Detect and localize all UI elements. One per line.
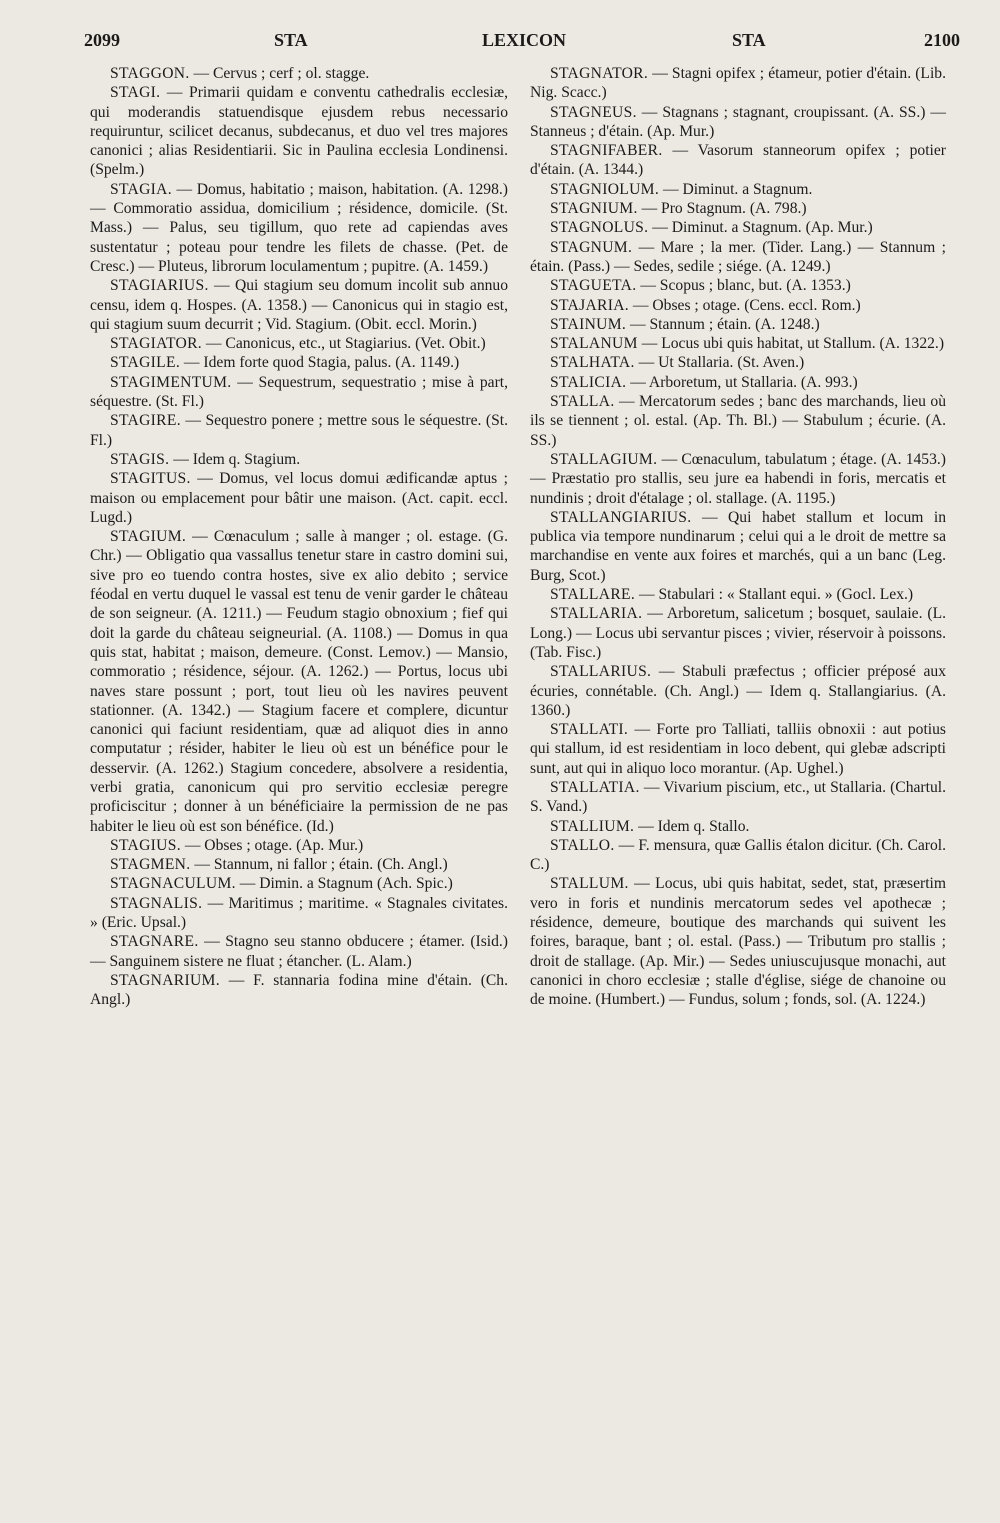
entry-headword: STAGIRE. <box>110 412 181 430</box>
dictionary-entry <box>90 180 508 276</box>
entry-headword: STAGIMENTUM. <box>110 373 232 391</box>
entry-headword: STAGNACULUM. <box>110 875 236 893</box>
entry-definition: — Stagnans ; stagnant, croupissant. (A. SS.) — Stanneus ; d'étain. (Ap. Mur.) <box>530 103 946 140</box>
entry-definition: — Cœnaculum, tabulatum ; étage. (A. 1453.) — Præstatio pro stallis, seu jure ea habendi in foris, mercatis et nundinis ; droit d'étalage ; ol. stallage. (A. 1195.) <box>530 450 946 507</box>
dictionary-entry <box>90 83 508 179</box>
entry-definition: — Mercatorum sedes ; banc des marchands, lieu où ils se tiennent ; ol. estal. (Ap. Th. Bl.) — Stabulum ; écurie. (A. SS.) <box>530 393 946 449</box>
entry-definition: — Domus, habitatio ; maison, habitation. (A. 1298.) — Commoratio assidua, domicilium ; résidence, domicile. (St. Mass.) — Palus, seu tigillum, quo rete ad capiendas aves sustentatur ; poteau pour tendre les filets de chasse. (Pet. de Cresc.) — Pluteus, librorum loculamentum ; pupitre. (A. 1459.) <box>90 180 508 275</box>
dictionary-entry <box>90 450 508 469</box>
dictionary-entry <box>530 103 946 142</box>
entry-definition: — Locus, ubi quis habitat, sedet, stat, præsertim vero in foris et nundinis mercatorum sedes vel apothecæ ; résidence, demeure, boutique des marchands qui suivent les foires, baraque, bant ; ol. estal. (Pass.) — Tributum pro stallis ; droit de stallage. (Ap. Mir.) — Sedes uniuscujusque monachi, aut canonici in choro ecclesiæ ; stalle d'église, siége de chanoine ou de moine. (Humbert.) — Fundus, solum ; fonds, sol. (A. 1224.) <box>530 875 946 1009</box>
dictionary-entry <box>90 894 508 933</box>
dictionary-entry <box>530 604 946 662</box>
right-section-label: STA <box>732 30 766 50</box>
entry-headword: STAGITUS. <box>110 470 191 488</box>
entry-headword: STALLUM. <box>550 875 629 893</box>
entry-headword: STAGNIFABER. <box>550 142 663 160</box>
entry-definition: — Canonicus, etc., ut Stagiarius. (Vet. Obit.) <box>205 335 486 353</box>
entry-headword: STAGIUS. <box>110 836 181 854</box>
entry-definition: — Ut Stallaria. (St. Aven.) <box>638 354 805 372</box>
entry-headword: STAGIATOR. <box>110 335 203 353</box>
dictionary-entry <box>90 469 508 527</box>
lexicon-title: LEXICON <box>482 30 567 50</box>
running-header <box>84 30 960 56</box>
entry-headword: STALLARIUS. <box>550 663 652 681</box>
entry-headword: STALLIUM. <box>550 817 635 835</box>
entry-definition: — Mare ; la mer. (Tider. Lang.) — Stannum ; étain. (Pass.) — Sedes, sedile ; siége. (A. 1249.) <box>530 238 946 275</box>
dictionary-entry <box>90 64 508 83</box>
entry-definition: — Locus ubi quis habitat, ut Stallum. (A. 1322.) <box>641 335 945 353</box>
entry-definition: — Sequestro ponere ; mettre sous le séquestre. (St. Fl.) <box>90 412 508 449</box>
entry-headword: STAINUM. <box>550 315 627 333</box>
entry-headword: STALLANGIARIUS. <box>550 508 692 526</box>
left-page-number: 2099 <box>84 30 120 50</box>
entry-headword: STAGGON. <box>110 65 190 82</box>
entry-headword: STALLARIA. <box>550 605 643 623</box>
dictionary-entry <box>530 392 946 450</box>
right-page-number: 2100 <box>924 30 960 50</box>
entry-headword: STAGIARIUS. <box>110 277 209 295</box>
dictionary-entry <box>530 373 946 392</box>
entry-headword: STAGUETA. <box>550 277 637 295</box>
entry-definition: — Arboretum, salicetum ; bosquet, saulaie. (L. Long.) — Locus ubi servantur pisces ; vivier, réservoir à poissons. (Tab. Fisc.) <box>530 605 947 661</box>
entry-headword: STAGMEN. <box>110 856 191 874</box>
entry-definition: — Idem forte quod Stagia, palus. (A. 1149.) <box>183 354 460 372</box>
dictionary-entry <box>530 836 946 875</box>
entry-definition: — Forte pro Talliati, talliis obnoxii : aut potius qui stallum, id est residentiam in loco debent, qui glebæ adscripti sunt, aut qui in aliquo loco morantur. (Ap. Ughel.) <box>530 721 946 777</box>
entry-definition: — Arboretum, ut Stallaria. (A. 993.) <box>630 373 858 391</box>
entry-definition: — Obses ; otage. (Ap. Mur.) <box>184 836 364 854</box>
entry-definition: — Stabulari : « Stallant equi. » (Gocl. Lex.) <box>638 586 914 604</box>
dictionary-entry <box>90 855 508 874</box>
entry-headword: STAGIUM. <box>110 528 187 546</box>
entry-headword: STALLATIA. <box>550 778 640 796</box>
dictionary-entry <box>530 720 946 778</box>
entry-definition: — Cœnaculum ; salle à manger ; ol. estage. (G. Chr.) — Obligatio qua vassallus tenetur stare in castro domini sui, sive pro eo tuendo contra hostes, sive ex alio debito ; service féodal en vertu duquel le vassal est tenu de venir garder le château de son seigneur. (A. 1211.) — Feudum stagio obnoxium ; fief qui doit la garde du château seigneurial. (A. 1108.) — Domus in qua quis stat, habitat ; maison, demeure. (Const. Lemov.) — Mansio, commoratio ; résidence, séjour. (A. 1262.) — Portus, locus ubi naves stare possunt ; port, tout lieu où les navires peuvent stationner. (A. 1342.) — Stagium facere et complere, dicuntur canonici qui faciunt residentiam, quæ ad aliquot dies in anno computatur ; résider, habiter le lieu où est un bénéfice pour le desservir. (A. 1262.) Stagium concedere, absolvere a residentia, verbi gratia, canonicum qui pro servitio ecclesiæ peregre proficiscitur ; donner à un bénéficiaire la permission de ne pas habiter le lieu où est son bénéfice. (Id.) <box>90 528 508 835</box>
entry-headword: STAGNARE. <box>110 933 199 951</box>
entry-definition: — Vivarium piscium, etc., ut Stallaria. (Chartul. S. Vand.) <box>530 778 946 816</box>
entry-headword: STAJARIA. <box>550 296 629 314</box>
entry-headword: STALLO. <box>550 836 615 854</box>
dictionary-entry <box>530 180 946 199</box>
dictionary-entry <box>530 817 946 836</box>
entry-definition: — Dimin. a Stagnum (Ach. Spic.) <box>239 875 453 893</box>
dictionary-entry <box>90 836 508 855</box>
entry-headword: STAGNIUM. <box>550 200 638 218</box>
entry-headword: STAGILE. <box>110 354 181 372</box>
entry-definition: — Diminut. a Stagnum. <box>662 180 813 198</box>
entry-definition: — Stannum ; étain. (A. 1248.) <box>630 315 820 333</box>
entry-definition: — Sequestrum, sequestratio ; mise à part, séquestre. (St. Fl.) <box>90 373 508 411</box>
entry-definition: — Qui stagium seu domum incolit sub annuo censu, idem q. Hospes. (A. 1358.) — Canonicus qui in stagio est, qui stagium suum decurrit ; Vid. Stagium. (Obit. eccl. Morin.) <box>90 277 509 333</box>
dictionary-entry <box>90 276 508 334</box>
entry-definition: — Cervus ; cerf ; ol. stagge. <box>193 65 370 82</box>
entry-headword: STAGI. <box>110 84 161 102</box>
entry-definition: — Maritimus ; maritime. « Stagnales civitates. » (Eric. Upsal.) <box>90 894 508 932</box>
dictionary-entry <box>530 585 946 604</box>
dictionary-entry <box>530 353 946 372</box>
dictionary-entry <box>530 334 946 353</box>
dictionary-entry <box>530 276 946 295</box>
entry-headword: STAGNIOLUM. <box>550 180 660 198</box>
dictionary-entry <box>530 778 946 817</box>
entry-definition: — Qui habet stallum et locum in publica via tempore nundinarum ; celui qui a le droit de mettre sa marchandise en vente aux foires et marchés, qui a un banc (Leg. Burg, Scot.) <box>530 508 946 584</box>
entry-definition: — Stabuli præfectus ; officier préposé aux écuries, connétable. (Ch. Angl.) — Idem q. Stallangiarius. (A. 1360.) <box>530 663 946 719</box>
entry-definition: — Stagno seu stanno obducere ; étamer. (Isid.) — Sanguinem sistere ne fluat ; étancher. (L. Alam.) <box>90 933 508 970</box>
dictionary-entry <box>90 971 508 1010</box>
entry-headword: STALLA. <box>550 393 615 411</box>
dictionary-entry <box>530 64 946 103</box>
entry-headword: STAGNEUS. <box>550 103 637 121</box>
dictionary-entry <box>530 508 946 585</box>
entry-definition: — Primarii quidam e conventu cathedralis ecclesiæ, qui moderandis statuendisque ejusdem rebus necessario requiruntur, scilicet decanus, subdecanus, et duo vel tres majores canonici ; alias Residentiarii. Sic in Paulina ecclesia Londinensi. (Spelm.) <box>90 84 508 179</box>
entry-definition: — Domus, vel locus domui ædificandæ aptus ; maison ou emplacement pour bâtir une maison. (Act. capit. eccl. Lugd.) <box>90 470 508 526</box>
entry-headword: STALANUM <box>550 335 638 353</box>
left-section-label: STA <box>274 30 308 50</box>
entry-headword: STAGIA. <box>110 180 172 198</box>
entry-definition: — Idem q. Stallo. <box>638 817 750 835</box>
dictionary-entry <box>530 296 946 315</box>
entry-headword: STAGNOLUS. <box>550 219 649 237</box>
right-column <box>530 64 946 1010</box>
entry-headword: STALLARE. <box>550 586 636 604</box>
left-column <box>90 64 508 1010</box>
entry-headword: STAGNARIUM. <box>110 971 220 989</box>
dictionary-entry <box>530 874 946 1009</box>
dictionary-entry <box>90 353 508 372</box>
dictionary-entry <box>530 450 946 508</box>
dictionary-entry <box>530 662 946 720</box>
dictionary-entry <box>90 932 508 971</box>
entry-definition: — Stagni opifex ; étameur, potier d'étain. (Lib. Nig. Scacc.) <box>530 65 946 102</box>
entry-definition: — F. mensura, quæ Gallis étalon dicitur. (Ch. Carol. C.) <box>530 836 946 874</box>
entry-definition: — Stannum, ni fallor ; étain. (Ch. Angl.) <box>194 856 448 874</box>
entry-definition: — Obses ; otage. (Cens. eccl. Rom.) <box>632 296 861 314</box>
entry-headword: STAGNALIS. <box>110 894 203 912</box>
entry-definition: — F. stannaria fodina mine d'étain. (Ch. Angl.) <box>90 971 508 1009</box>
entry-headword: STALLATI. <box>550 721 629 739</box>
entry-definition: — Scopus ; blanc, but. (A. 1353.) <box>640 277 851 295</box>
entry-headword: STAGIS. <box>110 450 170 468</box>
dictionary-entry <box>530 218 946 237</box>
entry-headword: STAGNUM. <box>550 238 633 256</box>
entry-headword: STALLAGIUM. <box>550 450 658 468</box>
entry-headword: STALICIA. <box>550 373 627 391</box>
entry-definition: — Vasorum stanneorum opifex ; potier d'étain. (A. 1344.) <box>530 142 946 179</box>
entry-headword: STAGNATOR. <box>550 65 649 82</box>
entry-headword: STALHATA. <box>550 354 635 372</box>
dictionary-entry <box>530 315 946 334</box>
dictionary-entry <box>90 527 508 836</box>
dictionary-entry <box>530 141 946 180</box>
dictionary-entry <box>530 238 946 277</box>
dictionary-entry <box>530 199 946 218</box>
dictionary-entry <box>90 373 508 412</box>
dictionary-entry <box>90 334 508 353</box>
entry-definition: — Diminut. a Stagnum. (Ap. Mur.) <box>652 219 873 237</box>
dictionary-entry <box>90 874 508 893</box>
entry-definition: — Pro Stagnum. (A. 798.) <box>641 200 807 218</box>
dictionary-entry <box>90 411 508 450</box>
entry-definition: — Idem q. Stagium. <box>173 450 301 468</box>
